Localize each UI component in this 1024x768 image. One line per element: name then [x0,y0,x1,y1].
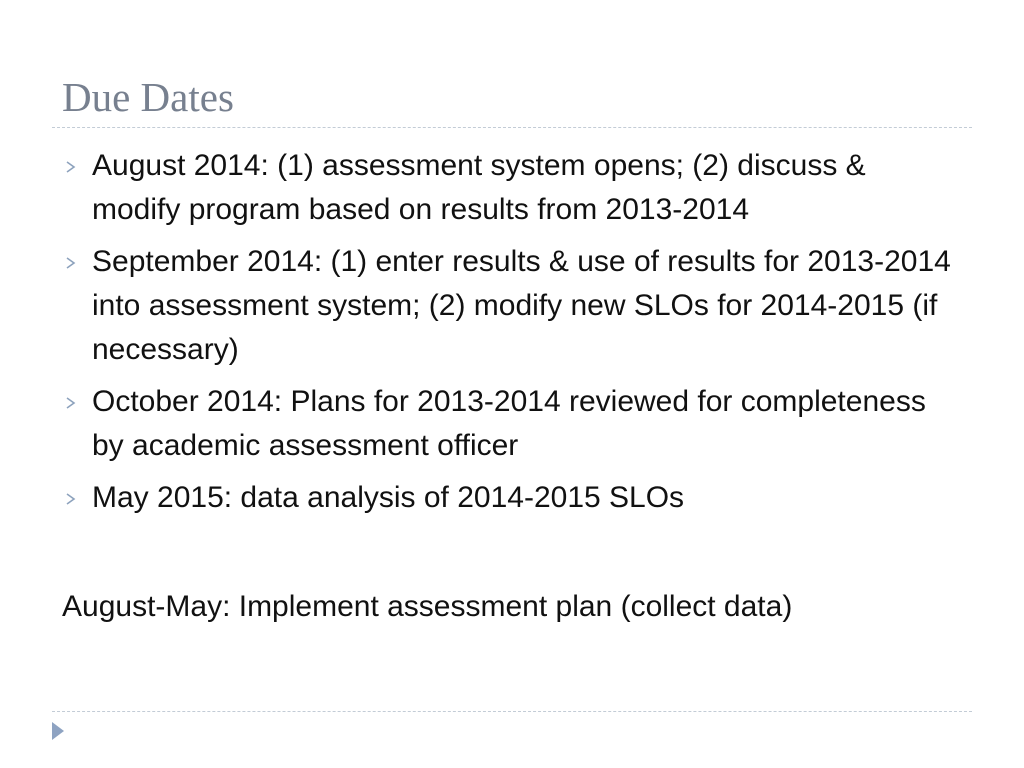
bullet-item [62,144,962,232]
bullet-text: October 2014: Plans for 2013-2014 reviewed for completeness by academic assessment officer [92,385,926,462]
chevron-right-icon [64,256,78,270]
chevron-right-icon [64,160,78,174]
title-divider [52,127,972,128]
bullet-item [62,476,962,520]
bullet-item [62,240,962,372]
chevron-right-icon [64,492,78,506]
bullet-text: August 2014: (1) assessment system opens; (2) discuss & modify program based on results from 2013-2014 [92,149,866,226]
bullet-text: September 2014: (1) enter results & use of results for 2013-2014 into assessment system; (2) modify new SLOs for 2014-2015 (if necessary) [92,245,951,366]
play-triangle-icon[interactable] [51,721,65,741]
chevron-right-icon [64,396,78,410]
schedule-note: August-May: Implement assessment plan (collect data) [62,590,793,623]
bullet-list [62,144,962,528]
slide-title: Due Dates [62,74,234,120]
bullet-item [62,380,962,468]
footer-divider [52,711,972,712]
bullet-text: May 2015: data analysis of 2014-2015 SLOs [92,481,685,514]
